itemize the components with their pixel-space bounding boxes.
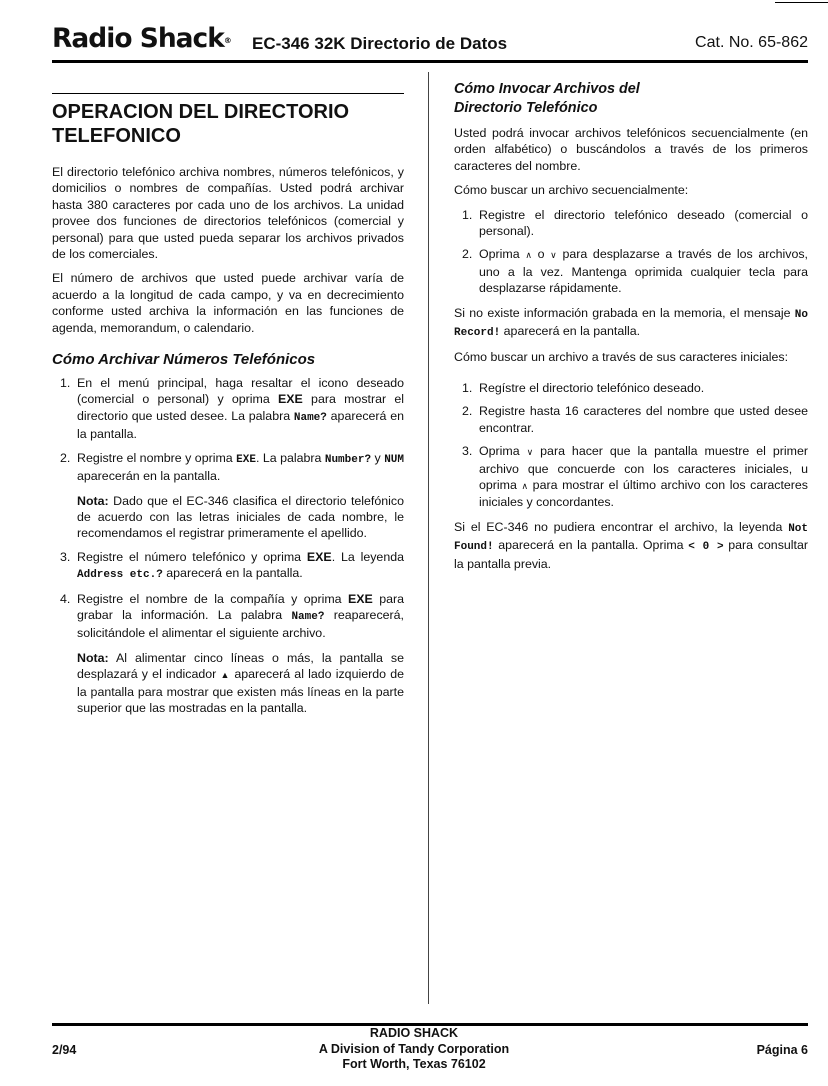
- note-text: aparecerá al lado izquierdo de la pantalla para mostrar que existen más líneas en la parte superior que las mostradas en la pantalla.: [77, 667, 404, 715]
- display-text: Address etc.?: [77, 569, 163, 582]
- step-text: Registre hasta 16 caracteres del nombre que usted desee encontrar.: [479, 404, 808, 435]
- step-number: 4.: [60, 591, 71, 606]
- store-numbers-heading: Cómo Archivar Números Telefónicos: [52, 351, 316, 369]
- step-text: aparecerá en la pantalla.: [77, 408, 405, 442]
- key-label: < 0 >: [688, 541, 724, 554]
- exe-key: EXE: [236, 453, 256, 466]
- store-step-1: [52, 375, 404, 443]
- up-arrow-icon: ∧: [525, 250, 532, 261]
- step-text: para grabar la información. La palabra: [77, 591, 404, 622]
- note-text: Al alimentar cinco líneas o más, la pantalla se desplazará y el indicador: [77, 650, 404, 682]
- store-step-4: [52, 591, 404, 717]
- exe-key: EXE: [347, 591, 373, 606]
- step-text: En el menú principal, haga resaltar el icono deseado (comercial o personal) y oprima: [77, 376, 404, 407]
- radio-shack-logo: [52, 24, 232, 54]
- step-text: para hacer que la pantalla muestre el primer archivo que concuerde con los caracteres iniciales, u oprima: [479, 444, 808, 492]
- note-text: Dado que el EC-346 clasifica el directorio telefónico de acuerdo con las letras iniciales de cada nombre, le recomendamos el registrar primeramente el apellido.: [77, 493, 404, 541]
- step-text: y: [371, 450, 385, 465]
- header-rule: [52, 60, 808, 63]
- section-title: [52, 100, 404, 148]
- step-text: Oprima: [479, 247, 526, 262]
- step-number: 2.: [60, 450, 71, 465]
- page-number: Página 6: [756, 1043, 808, 1057]
- display-text: Name?: [291, 610, 325, 623]
- store-step-2: [52, 450, 404, 542]
- recall-intro: Usted podrá invocar archivos telefónicos secuencialmente (en orden alfabético) o buscándolos a través de los primeros caracteres del nombre.: [454, 126, 808, 173]
- step-text: para mostrar el último archivo con los caracteres iniciales y concordantes.: [479, 477, 808, 510]
- sequential-steps-list: [454, 207, 808, 297]
- paragraph-text: para consultar la pantalla previa.: [454, 538, 808, 571]
- left-column: [52, 93, 404, 724]
- step-number: 3.: [462, 444, 473, 459]
- section-top-rule: [52, 93, 404, 94]
- store-steps-list: [52, 375, 404, 716]
- logo-text: Radio Shack: [52, 23, 224, 54]
- step-text: para desplazarse a través de los archivos, uno a la vez. Mantenga oprimida cualquier tecla para desplazarse rápidamente.: [479, 247, 808, 296]
- display-text: Number?: [324, 453, 372, 466]
- step-text: aparecerán en la pantalla.: [77, 469, 221, 484]
- step-number: 1.: [462, 380, 473, 395]
- step-text: Oprima: [479, 444, 527, 459]
- step-text: . La palabra: [255, 450, 325, 465]
- sequential-step-2: [454, 246, 808, 296]
- step-number: 2.: [462, 404, 473, 419]
- footer-division: A Division of Tandy Corporation: [318, 1041, 510, 1056]
- catalog-number: Cat. No. 65-862: [695, 34, 808, 51]
- footer-address: Fort Worth, Texas 76102: [342, 1057, 486, 1071]
- paragraph-text: aparecerá en la pantalla.: [500, 324, 641, 339]
- down-arrow-icon: ∨: [550, 250, 557, 261]
- step-text: reaparecerá, solicitándole el alimentar el siguiente archivo.: [77, 607, 404, 641]
- store-step-3: [52, 549, 404, 584]
- note-label: Nota:: [77, 650, 109, 665]
- initial-search-label: Cómo buscar un archivo a través de sus caracteres iniciales:: [454, 350, 789, 365]
- intro-paragraph-2: El número de archivos que usted puede archivar varía de acuerdo a la longitud de cada campo, y va en decrecimiento conforme usted archiva la información en las funciones de agenda, memorandum, o calendario.: [52, 271, 404, 335]
- step-number: 2.: [462, 247, 473, 262]
- step-text: aparecerá en la pantalla.: [162, 566, 303, 581]
- recall-heading-line-2: Directorio Telefónico: [454, 99, 598, 116]
- not-found-paragraph: [454, 519, 808, 572]
- step-number: 1.: [60, 376, 71, 391]
- initial-step-2: [454, 403, 808, 436]
- section-title-line-2: TELEFONICO: [52, 125, 181, 147]
- column-divider: [428, 72, 429, 1004]
- display-text: Not Found!: [454, 522, 808, 554]
- step-text: Registre el directorio telefónico deseado (comercial o personal).: [479, 207, 808, 239]
- recall-heading-line-1: Cómo Invocar Archivos del: [454, 81, 640, 97]
- exe-key: EXE: [278, 392, 303, 407]
- up-arrow-icon: ∧: [521, 480, 529, 491]
- top-edge-rule: [775, 2, 828, 3]
- sequential-step-1: [454, 207, 808, 240]
- display-text: NUM: [384, 453, 404, 466]
- up-triangle-icon: ▲: [220, 670, 231, 681]
- footer-publisher: [0, 1026, 828, 1073]
- step-text: Regístre el directorio telefónico deseado.: [479, 380, 705, 395]
- step-text: Registre el nombre de la compañía y oprima: [77, 591, 348, 606]
- step-text: Registre el número telefónico y oprima: [77, 549, 307, 564]
- step-number: 3.: [60, 549, 71, 564]
- no-record-paragraph: [454, 305, 808, 342]
- intro-paragraph-1: El directorio telefónico archiva nombres, números telefónicos, y domicilios o nombres de compañías. Usted podrá archivar hasta 380 caracteres por cada uno de los archivos. La unidad provee dos funciones de directorios telefónicos (comercial y personal) para que usted pueda separar los archivos privados de los comerciales.: [52, 165, 404, 262]
- note-label: Nota:: [77, 493, 109, 508]
- footer-company: RADIO SHACK: [369, 1026, 459, 1040]
- note-scroll-indicator: [77, 650, 404, 717]
- step-text: . La leyenda: [331, 549, 404, 564]
- footer-date: 2/94: [52, 1043, 77, 1057]
- page-header: [52, 22, 808, 56]
- initial-step-3: [454, 443, 808, 511]
- exe-key: EXE: [306, 549, 332, 564]
- initial-step-1: [454, 380, 808, 396]
- recall-files-heading: [454, 80, 808, 117]
- initial-steps-list: [454, 380, 808, 511]
- document-title: EC-346 32K Directorio de Datos: [252, 34, 508, 53]
- paragraph-text: Si no existe información grabada en la memoria, el mensaje: [454, 305, 795, 320]
- section-title-line-1: OPERACION DEL DIRECTORIO: [52, 101, 350, 123]
- step-text: Registre el nombre y oprima: [77, 450, 237, 465]
- right-column: [454, 80, 808, 580]
- sequential-search-label: Cómo buscar un archivo secuencialmente:: [454, 183, 689, 198]
- display-text: Name?: [293, 411, 327, 424]
- step-text: o: [531, 247, 551, 262]
- paragraph-text: Si el EC-346 no pudiera encontrar el archivo, la leyenda: [454, 519, 789, 534]
- step-text: para mostrar el directorio que usted desee. La palabra: [77, 392, 404, 423]
- note-surname: [77, 493, 404, 542]
- step-number: 1.: [462, 207, 473, 222]
- paragraph-text: aparecerá en la pantalla. Oprima: [493, 538, 689, 553]
- registered-mark: ®: [223, 36, 232, 45]
- display-text: No Record!: [454, 308, 808, 340]
- down-arrow-icon: ∨: [526, 447, 534, 458]
